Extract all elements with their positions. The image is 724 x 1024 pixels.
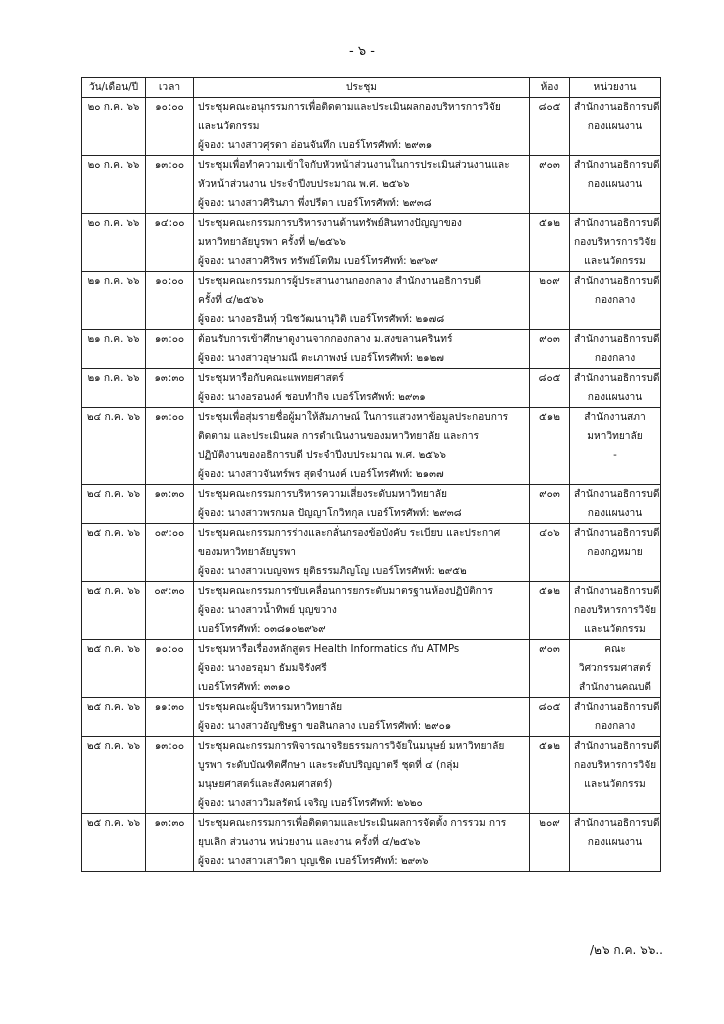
date-cell: ๒๕ ก.ค. ๖๖: [82, 698, 146, 737]
meeting-line: ประชุมคณะผู้บริหารมหาวิทยาลัย: [198, 702, 343, 713]
room-cell: ๔๐๖: [530, 524, 570, 582]
unit-line: มหาวิทยาลัย: [587, 431, 643, 442]
room-cell: ๒๐๙: [530, 272, 570, 330]
unit-cell: [570, 524, 661, 582]
meeting-cell: [194, 156, 530, 214]
date-cell: ๒๔ ก.ค. ๖๖: [82, 485, 146, 524]
date-cell: ๒๔ ก.ค. ๖๖: [82, 408, 146, 485]
table-row: [82, 369, 661, 408]
time-cell: ๐๙:๐๐: [146, 524, 194, 582]
unit-line: กองแผนงาน: [587, 837, 643, 848]
meeting-line: มนุษยศาสตร์และสังคมศาสตร์): [198, 779, 333, 790]
meeting-cell: [194, 640, 530, 698]
time-cell: ๐๙:๓๐: [146, 582, 194, 640]
date-cell: ๒๑ ก.ค. ๖๖: [82, 330, 146, 369]
continuation-note: /๒๖ ก.ค. ๖๖..: [590, 943, 663, 957]
date-cell: ๒๕ ก.ค. ๖๖: [82, 737, 146, 814]
table-row: [82, 524, 661, 582]
meeting-line: ประชุมหารือกับคณะแพทยศาสตร์: [198, 373, 344, 384]
meeting-cell: [194, 698, 530, 737]
unit-line: สำนักงานอธิการบดี: [574, 741, 660, 752]
meeting-cell: [194, 214, 530, 272]
meeting-line: เบอร์โทรศัพท์: ๓๓๑๐: [198, 682, 291, 693]
room-cell: ๙๐๓: [530, 156, 570, 214]
table-row: [82, 698, 661, 737]
room-cell: ๘๐๕: [530, 698, 570, 737]
unit-line: สำนักงานอธิการบดี: [574, 702, 660, 713]
time-cell: ๑๓:๐๐: [146, 408, 194, 485]
meeting-line: ผู้จอง: นางอรอนงค์ ชอบทำกิจ เบอร์โทรศัพท์: ๒๙๓๑: [198, 392, 426, 403]
unit-line: กองบริหารการวิจัย: [574, 237, 657, 248]
unit-line: กองแผนงาน: [587, 392, 643, 403]
meeting-line: ผู้จอง: นางสาววิมลรัตน์ เจริญ เบอร์โทรศัพท์: ๒๖๒๐: [198, 798, 423, 809]
header-unit: หน่วยงาน: [570, 78, 661, 98]
meeting-cell: [194, 369, 530, 408]
time-cell: ๑๐:๐๐: [146, 98, 194, 156]
table-row: [82, 408, 661, 485]
unit-line: สำนักงานอธิการบดี: [574, 818, 660, 829]
unit-line: กองแผนงาน: [587, 508, 643, 519]
unit-cell: [570, 737, 661, 814]
date-cell: ๒๕ ก.ค. ๖๖: [82, 640, 146, 698]
unit-line: สำนักงานอธิการบดี: [574, 218, 660, 229]
meeting-line: ปฏิบัติงานของอธิการบดี ประจำปีงบประมาณ พ.ศ. ๒๕๖๖: [198, 450, 446, 461]
meeting-line: ครั้งที่ ๔/๒๕๖๖: [198, 295, 264, 306]
table-row: [82, 640, 661, 698]
meeting-line: ติดตาม และประเมินผล การดำเนินงานของมหาวิทยาลัย และการ: [198, 431, 480, 442]
meeting-line: ประชุมคณะกรรมการขับเคลื่อนการยกระดับมาตรฐานห้องปฏิบัติการ: [198, 586, 493, 597]
room-cell: ๘๐๕: [530, 369, 570, 408]
unit-line: กองกลาง: [594, 353, 636, 364]
unit-line: สำนักงานอธิการบดี: [574, 489, 660, 500]
table-row: [82, 814, 661, 872]
unit-cell: [570, 214, 661, 272]
meeting-line: ประชุมคณะกรรมการบริหารความเสี่ยงระดับมหาวิทยาลัย: [198, 489, 447, 500]
unit-line: สำนักงานอธิการบดี: [574, 528, 660, 539]
header-time: เวลา: [146, 78, 194, 98]
time-cell: ๑๓:๐๐: [146, 156, 194, 214]
time-cell: ๑๓:๓๐: [146, 369, 194, 408]
unit-cell: [570, 330, 661, 369]
room-cell: ๙๐๓: [530, 330, 570, 369]
time-cell: ๑๐:๐๐: [146, 640, 194, 698]
meeting-line: มหาวิทยาลัยบูรพา ครั้งที่ ๒/๒๕๖๖: [198, 237, 346, 248]
meeting-line: ผู้จอง: นางสาวศิริพร ทรัพย์โตทิม เบอร์โทรศัพท์: ๒๙๖๙: [198, 256, 438, 267]
date-cell: ๒๕ ก.ค. ๖๖: [82, 524, 146, 582]
meeting-line: ประชุมเพื่อสุ่มรายชื่อผู้มาให้สัมภาษณ์ ในการแสวงหาข้อมูลประกอบการ: [198, 412, 509, 423]
header-date: วัน/เดือน/ปี: [82, 78, 146, 98]
table-body: [82, 98, 661, 872]
date-cell: ๒๑ ก.ค. ๖๖: [82, 369, 146, 408]
meeting-cell: [194, 524, 530, 582]
table-row: [82, 156, 661, 214]
meeting-line: ผู้จอง: นางอรอุมา ธัมมจิรังศรี: [198, 663, 327, 674]
unit-line: สำนักงานอธิการบดี: [574, 334, 660, 345]
unit-cell: [570, 156, 661, 214]
meeting-cell: [194, 737, 530, 814]
meeting-cell: [194, 408, 530, 485]
unit-line: สำนักงานคณบดี: [578, 682, 652, 693]
unit-line: กองกลาง: [594, 295, 636, 306]
unit-line: วิศวกรรมศาสตร์: [578, 663, 652, 674]
unit-line: สำนักงานอธิการบดี: [574, 102, 660, 113]
meeting-line: ผู้จอง: นางสาวเสาวิตา บุญเชิด เบอร์โทรศัพท์: ๒๙๓๖: [198, 856, 429, 867]
date-cell: ๒๕ ก.ค. ๖๖: [82, 814, 146, 872]
unit-cell: [570, 369, 661, 408]
header-meeting: ประชุม: [194, 78, 530, 98]
meeting-line: ของมหาวิทยาลัยบูรพา: [198, 547, 296, 558]
room-cell: ๒๐๙: [530, 814, 570, 872]
meeting-line: ประชุมคณะกรรมการพิจารณาจริยธรรมการวิจัยในมนุษย์ มหาวิทยาลัย: [198, 741, 505, 752]
unit-line: กองบริหารการวิจัย: [574, 760, 657, 771]
meeting-line: หัวหน้าส่วนงาน ประจำปีงบประมาณ พ.ศ. ๒๕๖๖: [198, 179, 410, 190]
meeting-line: ประชุมคณะอนุกรรมการเพื่อติดตามและประเมินผลกองบริหารการวิจัย: [198, 102, 501, 113]
meeting-cell: [194, 485, 530, 524]
time-cell: ๑๓:๓๐: [146, 485, 194, 524]
unit-line: กองบริหารการวิจัย: [574, 605, 657, 616]
unit-cell: [570, 98, 661, 156]
unit-cell: [570, 272, 661, 330]
date-cell: ๒๐ ก.ค. ๖๖: [82, 98, 146, 156]
meeting-line: และนวัตกรรม: [198, 121, 260, 132]
unit-line: กองกฎหมาย: [587, 547, 643, 558]
table-row: [82, 98, 661, 156]
room-cell: ๕๑๒: [530, 408, 570, 485]
room-cell: ๕๑๒: [530, 582, 570, 640]
meeting-cell: [194, 814, 530, 872]
meeting-line: บูรพา ระดับบัณฑิตศึกษา และระดับปริญญาตรี ชุดที่ ๔ (กลุ่ม: [198, 760, 460, 771]
meeting-cell: [194, 272, 530, 330]
room-cell: ๕๑๒: [530, 737, 570, 814]
meeting-line: ผู้จอง: นางอรอินทุ์ วนิชวัฒนานุวิติ เบอร์โทรศัพท์: ๒๑๗๘: [198, 314, 445, 325]
unit-line: สำนักงานอธิการบดี: [574, 160, 660, 171]
unit-line: และนวัตกรรม: [584, 779, 646, 790]
meeting-line: ผู้จอง: นางสาวศุรดา อ่อนจันทึก เบอร์โทรศัพท์: ๒๙๓๑: [198, 140, 433, 151]
meeting-line: ผู้จอง: นางสาวเบญจพร ยุติธรรมภิญโญ เบอร์โทรศัพท์: ๒๙๕๒: [198, 566, 467, 577]
date-cell: ๒๐ ก.ค. ๖๖: [82, 214, 146, 272]
time-cell: ๑๓:๐๐: [146, 737, 194, 814]
date-cell: ๒๕ ก.ค. ๖๖: [82, 582, 146, 640]
unit-line: กองแผนงาน: [587, 179, 643, 190]
unit-line: กองแผนงาน: [587, 121, 643, 132]
meeting-line: ประชุมคณะกรรมการร่างและกลั่นกรองข้อบังคับ ระเบียบ และประกาศ: [198, 528, 501, 539]
unit-line: สำนักงานอธิการบดี: [574, 276, 660, 287]
meeting-line: ผู้จอง: นางสาวอุษามณี ตะเภาพงษ์ เบอร์โทรศัพท์: ๒๑๒๗: [198, 353, 444, 364]
unit-cell: [570, 408, 661, 485]
meeting-line: ประชุมเพื่อทำความเข้าใจกับหัวหน้าส่วนงานในการประเมินส่วนงานและ: [198, 160, 510, 171]
unit-line: -: [613, 450, 617, 461]
meeting-cell: [194, 330, 530, 369]
room-cell: ๘๐๕: [530, 98, 570, 156]
table-header-row: [82, 78, 661, 98]
unit-line: กองกลาง: [594, 721, 636, 732]
meeting-line: เบอร์โทรศัพท์: ๐๓๘๑๐๒๙๖๙: [198, 624, 326, 635]
meeting-schedule-table: [81, 77, 661, 872]
time-cell: ๑๓:๐๐: [146, 330, 194, 369]
meeting-line: ประชุมคณะกรรมการบริหารงานด้านทรัพย์สินทางปัญญาของ: [198, 218, 462, 229]
unit-line: สำนักงานอธิการบดี: [574, 373, 660, 384]
table-row: [82, 582, 661, 640]
meeting-cell: [194, 98, 530, 156]
time-cell: ๑๓:๓๐: [146, 814, 194, 872]
unit-cell: [570, 582, 661, 640]
room-cell: ๙๐๓: [530, 485, 570, 524]
time-cell: ๑๔:๐๐: [146, 214, 194, 272]
unit-line: สำนักงานสภา: [584, 412, 646, 423]
meeting-line: ต้อนรับการเข้าศึกษาดูงานจากกองกลาง ม.สงขลานครินทร์: [198, 334, 453, 345]
unit-line: และนวัตกรรม: [584, 256, 646, 267]
page-number: - ๖ -: [349, 44, 375, 59]
date-cell: ๒๐ ก.ค. ๖๖: [82, 156, 146, 214]
header-room: ห้อง: [530, 78, 570, 98]
unit-line: สำนักงานอธิการบดี: [574, 586, 660, 597]
meeting-line: ยุบเลิก ส่วนงาน หน่วยงาน และงาน ครั้งที่ ๔/๒๕๖๖: [198, 837, 421, 848]
table-row: [82, 330, 661, 369]
time-cell: ๑๑:๓๐: [146, 698, 194, 737]
unit-cell: [570, 485, 661, 524]
meeting-line: ประชุมคณะกรรมการผู้ประสานงานกองกลาง สำนักงานอธิการบดี: [198, 276, 482, 287]
unit-line: คณะ: [604, 644, 626, 655]
room-cell: ๕๑๒: [530, 214, 570, 272]
meeting-line: ผู้จอง: นางสาวอัญชิษฐา ขอสินกลาง เบอร์โทรศัพท์: ๒๙๐๑: [198, 721, 452, 732]
unit-line: และนวัตกรรม: [584, 624, 646, 635]
date-cell: ๒๑ ก.ค. ๖๖: [82, 272, 146, 330]
table-row: [82, 737, 661, 814]
unit-cell: [570, 640, 661, 698]
table-row: [82, 214, 661, 272]
meeting-line: ผู้จอง: นางสาวพรกมล ปัญญาโกวิทกุล เบอร์โทรศัพท์: ๒๙๓๘: [198, 508, 462, 519]
unit-cell: [570, 698, 661, 737]
meeting-line: ผู้จอง: นางสาวน้ำทิพย์ บุญขวาง: [198, 605, 337, 616]
meeting-line: ประชุมหารือเรื่องหลักสูตร Health Informatics กับ ATMPs: [198, 644, 460, 655]
unit-cell: [570, 814, 661, 872]
meeting-cell: [194, 582, 530, 640]
table-row: [82, 272, 661, 330]
room-cell: ๙๐๓: [530, 640, 570, 698]
meeting-line: ผู้จอง: นางสาวจันทร์พร สุดจำนงค์ เบอร์โทรศัพท์: ๒๑๓๗: [198, 469, 444, 480]
meeting-line: ผู้จอง: นางสาวศิรินภา พึ่งปรีดา เบอร์โทรศัพท์: ๒๙๓๘: [198, 198, 432, 209]
time-cell: ๑๐:๐๐: [146, 272, 194, 330]
meeting-line: ประชุมคณะกรรมการเพื่อติดตามและประเมินผลการจัดตั้ง การรวม การ: [198, 818, 507, 829]
table-row: [82, 485, 661, 524]
